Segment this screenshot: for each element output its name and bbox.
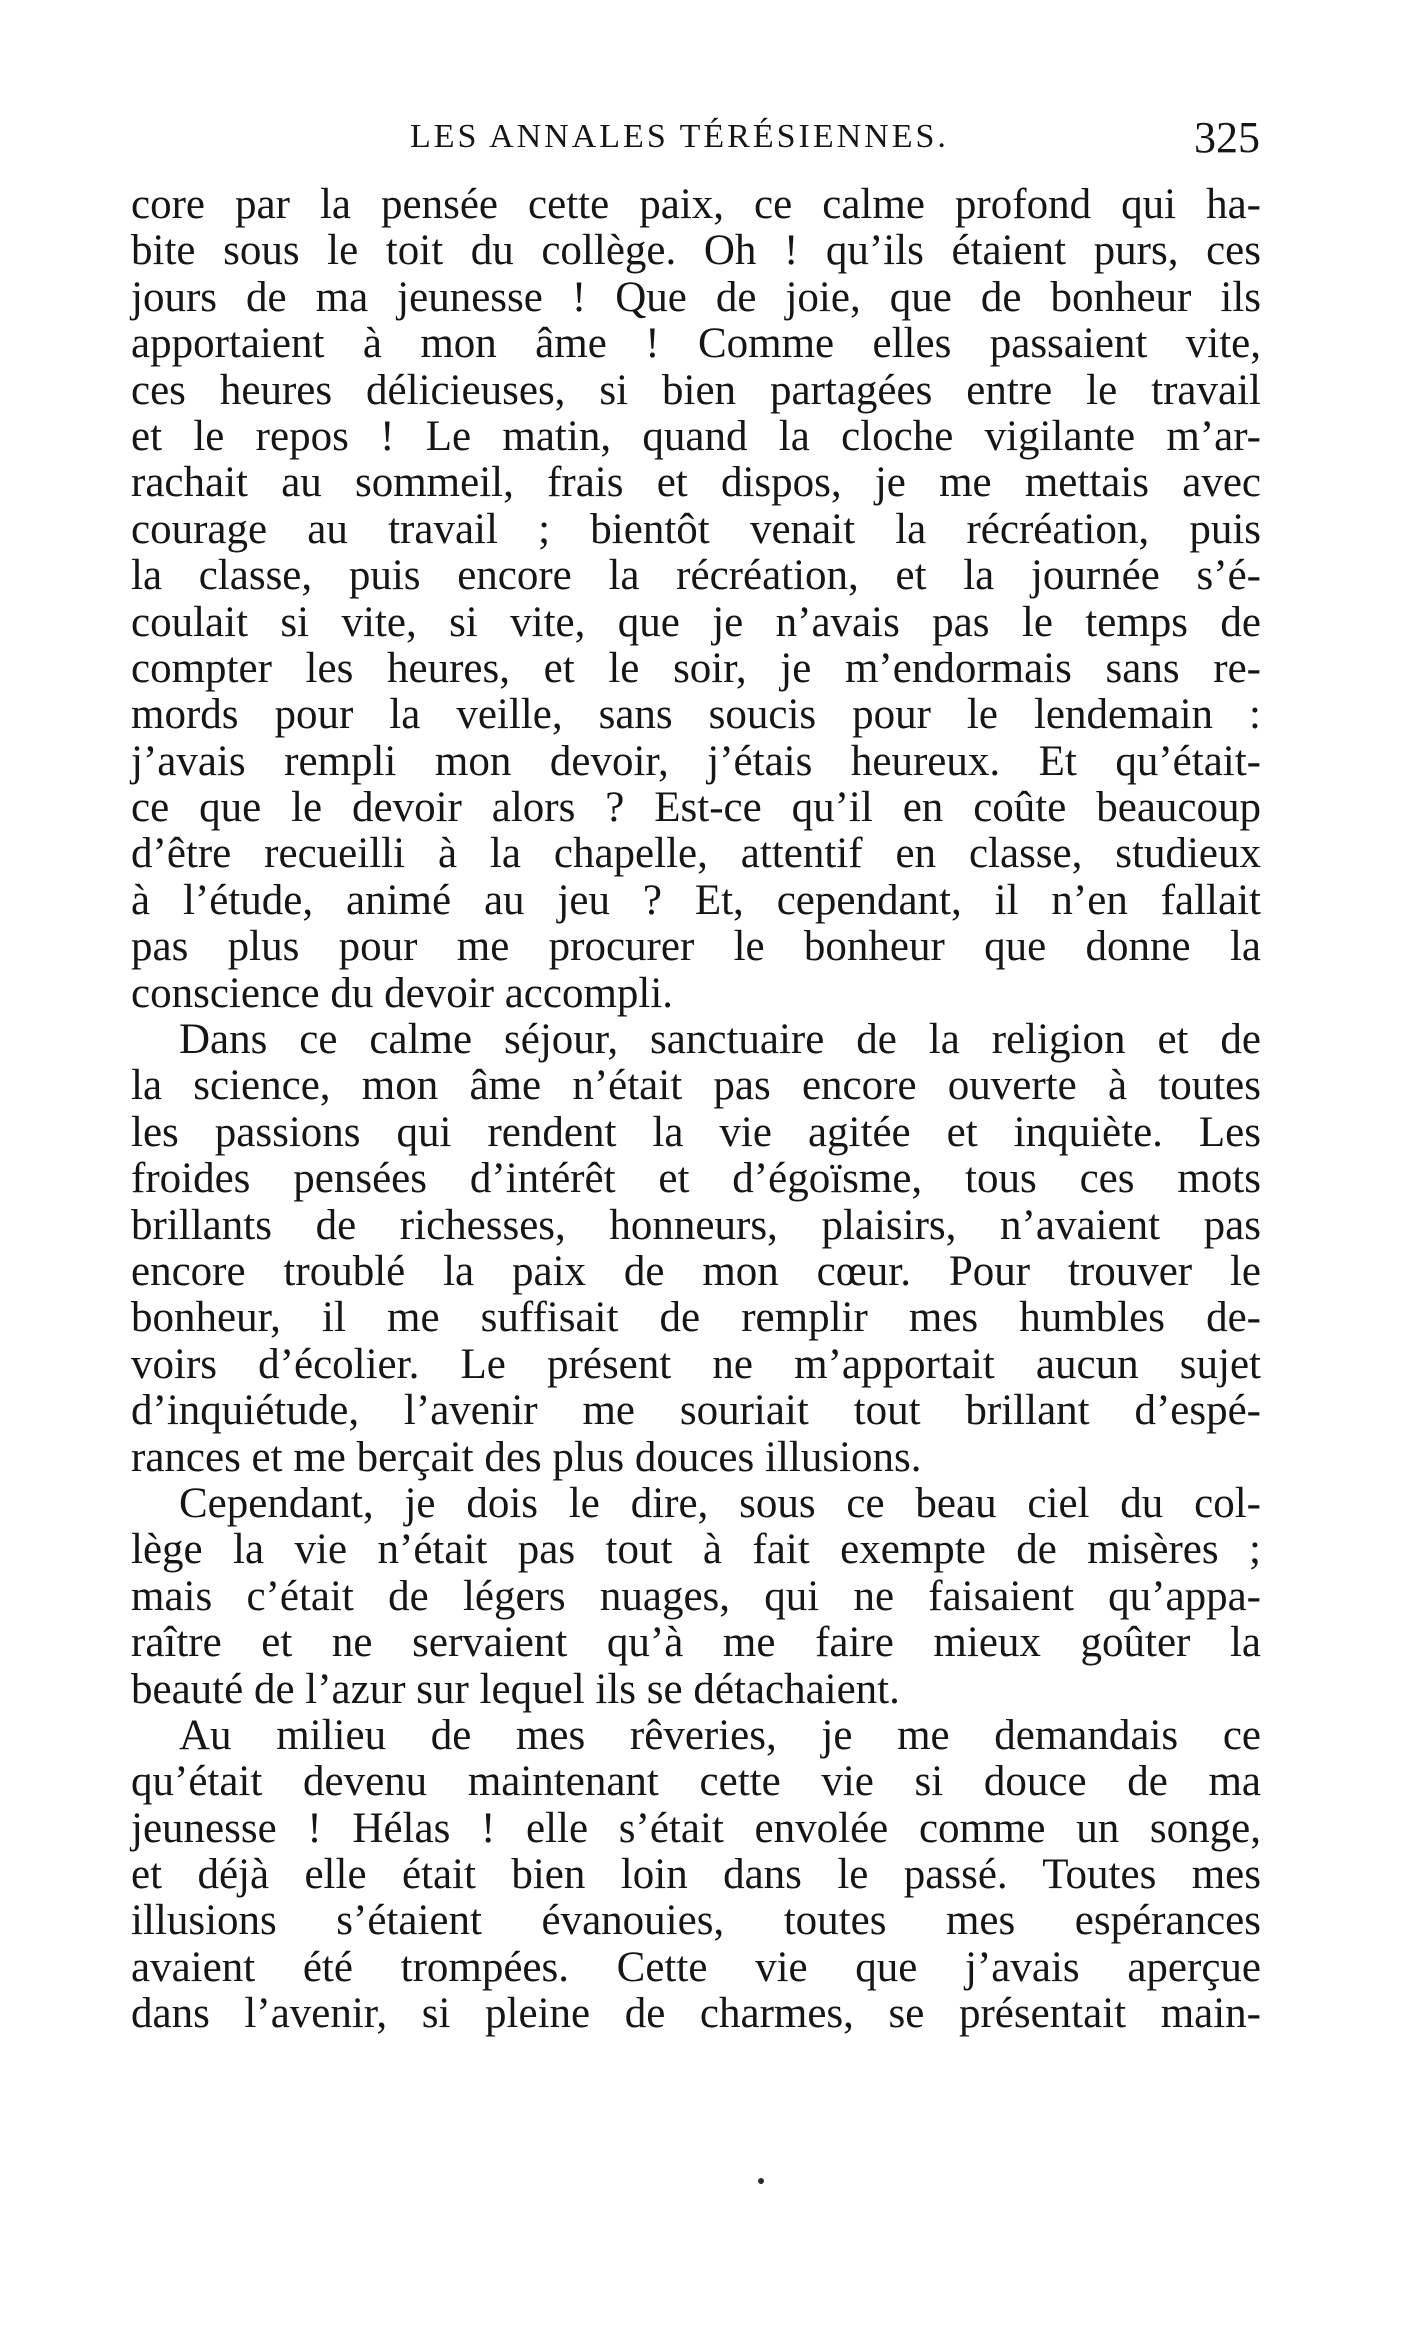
running-title: LES ANNALES TÉRÉSIENNES.	[410, 118, 949, 155]
text-line: lège la vie n’était pas tout à fait exempte de misères ;	[131, 1526, 1261, 1574]
text-line: Cependant, je dois le dire, sous ce beau ciel du col-	[179, 1479, 1261, 1527]
text-line: mais c’était de légers nuages, qui ne faisaient qu’appa-	[131, 1572, 1261, 1620]
text-line: et le repos ! Le matin, quand la cloche vigilante m’ar-	[131, 412, 1261, 460]
text-line: raître et ne servaient qu’à me faire mieux goûter la	[131, 1619, 1261, 1667]
text-line: Au milieu de mes rêveries, je me demandais ce	[179, 1711, 1261, 1759]
text-line: rances et me berçait des plus douces illusions.	[131, 1433, 922, 1481]
text-line: avaient été trompées. Cette vie que j’avais aperçue	[131, 1943, 1261, 1991]
text-line: jours de ma jeunesse ! Que de joie, que de bonheur ils	[131, 273, 1261, 321]
text-line: mords pour la veille, sans soucis pour le lendemain :	[131, 691, 1261, 739]
text-line: coulait si vite, si vite, que je n’avais pas le temps de	[131, 598, 1261, 646]
text-line: ce que le devoir alors ? Est-ce qu’il en coûte beaucoup	[131, 784, 1261, 832]
text-line: pas plus pour me procurer le bonheur que donne la	[131, 923, 1261, 971]
text-line: bonheur, il me suffisait de remplir mes humbles de-	[131, 1294, 1261, 1342]
text-line: illusions s’étaient évanouies, toutes mes espérances	[131, 1897, 1261, 1945]
text-line: core par la pensée cette paix, ce calme profond qui ha-	[131, 181, 1261, 228]
text-line: voirs d’écolier. Le présent ne m’apportait aucun sujet	[131, 1340, 1261, 1388]
text-line: courage au travail ; bientôt venait la récréation, puis	[131, 505, 1261, 553]
text-line: la classe, puis encore la récréation, et la journée s’é-	[131, 552, 1261, 600]
text-line: bite sous le toit du collège. Oh ! qu’ils étaient purs, ces	[131, 227, 1261, 275]
body-text	[131, 182, 1261, 2038]
text-line: et déjà elle était bien loin dans le passé. Toutes mes	[131, 1851, 1261, 1899]
text-line: j’avais rempli mon devoir, j’étais heureux. Et qu’était-	[131, 737, 1261, 785]
text-line: d’inquiétude, l’avenir me souriait tout brillant d’espé-	[131, 1387, 1261, 1435]
paragraph	[131, 1017, 1261, 1481]
text-line: les passions qui rendent la vie agitée et inquiète. Les	[131, 1108, 1261, 1156]
text-line: dans l’avenir, si pleine de charmes, se présentait main-	[131, 1990, 1261, 2038]
text-line: beauté de l’azur sur lequel ils se détachaient.	[131, 1665, 900, 1713]
page-number: 325	[1194, 113, 1260, 162]
text-line: à l’étude, animé au jeu ? Et, cependant, il n’en fallait	[131, 876, 1261, 924]
text-line: froides pensées d’intérêt et d’égoïsme, tous ces mots	[131, 1155, 1261, 1203]
ink-dot	[758, 2178, 764, 2184]
text-line: ces heures délicieuses, si bien partagées entre le travail	[131, 366, 1261, 414]
text-line: qu’était devenu maintenant cette vie si douce de ma	[131, 1758, 1261, 1806]
text-line: jeunesse ! Hélas ! elle s’était envolée comme un songe,	[131, 1804, 1261, 1852]
text-line: apportaient à mon âme ! Comme elles passaient vite,	[131, 320, 1261, 368]
paragraph	[131, 1713, 1261, 2038]
text-line: la science, mon âme n’était pas encore ouverte à toutes	[131, 1062, 1261, 1110]
paragraph	[131, 182, 1261, 1017]
text-line: Dans ce calme séjour, sanctuaire de la religion et de	[179, 1016, 1261, 1064]
running-head	[130, 113, 1260, 168]
text-line: encore troublé la paix de mon cœur. Pour trouver le	[131, 1247, 1261, 1295]
text-line: brillants de richesses, honneurs, plaisirs, n’avaient pas	[131, 1201, 1261, 1249]
text-line: conscience du devoir accompli.	[131, 969, 674, 1017]
text-line: compter les heures, et le soir, je m’endormais sans re-	[131, 644, 1261, 692]
paragraph	[131, 1481, 1261, 1713]
text-line: rachait au sommeil, frais et dispos, je me mettais avec	[131, 459, 1261, 507]
text-line: d’être recueilli à la chapelle, attentif en classe, studieux	[131, 830, 1261, 878]
